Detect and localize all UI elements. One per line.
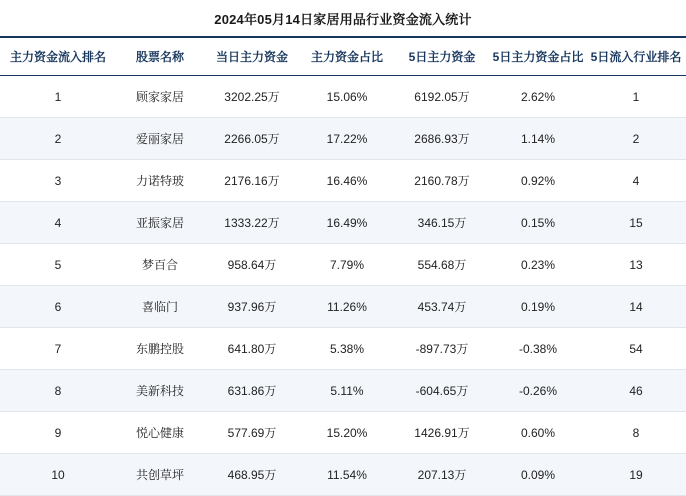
cell-day-ratio: 5.11%: [300, 370, 394, 412]
cell-five-day-ratio: -0.26%: [490, 370, 586, 412]
cell-rank: 10: [0, 454, 116, 496]
cell-stock-name: 美新科技: [116, 370, 204, 412]
cell-five-day-rank: 14: [586, 286, 686, 328]
cell-stock-name: 东鹏控股: [116, 328, 204, 370]
table-row: [0, 160, 686, 202]
cell-five-day-ratio: -0.38%: [490, 328, 586, 370]
cell-day-capital: 641.80万: [204, 328, 300, 370]
cell-rank: 3: [0, 160, 116, 202]
table-row: [0, 286, 686, 328]
table-row: [0, 370, 686, 412]
cell-five-day-capital: 453.74万: [394, 286, 490, 328]
cell-stock-name: 喜临门: [116, 286, 204, 328]
cell-five-day-rank: 54: [586, 328, 686, 370]
cell-rank: 8: [0, 370, 116, 412]
cell-day-ratio: 11.54%: [300, 454, 394, 496]
column-header-day-ratio: 主力资金占比: [300, 37, 394, 76]
cell-five-day-rank: 8: [586, 412, 686, 454]
table-body: [0, 76, 686, 496]
cell-stock-name: 共创草坪: [116, 454, 204, 496]
cell-five-day-ratio: 1.14%: [490, 118, 586, 160]
cell-day-ratio: 16.49%: [300, 202, 394, 244]
cell-day-capital: 1333.22万: [204, 202, 300, 244]
cell-five-day-rank: 19: [586, 454, 686, 496]
table-header-row: [0, 37, 686, 76]
cell-five-day-ratio: 0.92%: [490, 160, 586, 202]
cell-day-capital: 3202.25万: [204, 76, 300, 118]
cell-stock-name: 亚振家居: [116, 202, 204, 244]
cell-five-day-ratio: 0.23%: [490, 244, 586, 286]
cell-five-day-rank: 15: [586, 202, 686, 244]
cell-stock-name: 悦心健康: [116, 412, 204, 454]
cell-five-day-capital: 554.68万: [394, 244, 490, 286]
cell-five-day-rank: 2: [586, 118, 686, 160]
cell-five-day-rank: 1: [586, 76, 686, 118]
cell-day-ratio: 7.79%: [300, 244, 394, 286]
table-row: [0, 412, 686, 454]
cell-five-day-capital: -604.65万: [394, 370, 490, 412]
cell-five-day-ratio: 2.62%: [490, 76, 586, 118]
cell-five-day-capital: 6192.05万: [394, 76, 490, 118]
column-header-five-day-capital: 5日主力资金: [394, 37, 490, 76]
capital-inflow-table: [0, 36, 686, 496]
cell-five-day-capital: 207.13万: [394, 454, 490, 496]
cell-day-ratio: 11.26%: [300, 286, 394, 328]
column-header-day-capital: 当日主力资金: [204, 37, 300, 76]
cell-rank: 5: [0, 244, 116, 286]
cell-day-ratio: 15.06%: [300, 76, 394, 118]
cell-day-capital: 468.95万: [204, 454, 300, 496]
cell-day-ratio: 5.38%: [300, 328, 394, 370]
cell-rank: 4: [0, 202, 116, 244]
cell-five-day-capital: 1426.91万: [394, 412, 490, 454]
cell-five-day-capital: 2160.78万: [394, 160, 490, 202]
cell-five-day-rank: 4: [586, 160, 686, 202]
cell-day-capital: 577.69万: [204, 412, 300, 454]
cell-five-day-ratio: 0.60%: [490, 412, 586, 454]
column-header-five-day-ratio: 5日主力资金占比: [490, 37, 586, 76]
column-header-stock-name: 股票名称: [116, 37, 204, 76]
cell-day-capital: 2266.05万: [204, 118, 300, 160]
cell-rank: 9: [0, 412, 116, 454]
cell-day-ratio: 17.22%: [300, 118, 394, 160]
cell-day-capital: 937.96万: [204, 286, 300, 328]
page-title: 2024年05月14日家居用品行业资金流入统计: [214, 12, 472, 27]
cell-five-day-rank: 13: [586, 244, 686, 286]
cell-rank: 2: [0, 118, 116, 160]
cell-five-day-capital: -897.73万: [394, 328, 490, 370]
table-row: [0, 76, 686, 118]
table-row: [0, 118, 686, 160]
cell-stock-name: 爱丽家居: [116, 118, 204, 160]
cell-day-capital: 2176.16万: [204, 160, 300, 202]
cell-day-ratio: 16.46%: [300, 160, 394, 202]
table-header: [0, 37, 686, 76]
cell-stock-name: 力诺特玻: [116, 160, 204, 202]
cell-rank: 1: [0, 76, 116, 118]
cell-day-capital: 631.86万: [204, 370, 300, 412]
column-header-rank: 主力资金流入排名: [0, 37, 116, 76]
cell-rank: 6: [0, 286, 116, 328]
cell-stock-name: 顾家家居: [116, 76, 204, 118]
cell-five-day-ratio: 0.09%: [490, 454, 586, 496]
table-row: [0, 454, 686, 496]
cell-five-day-capital: 346.15万: [394, 202, 490, 244]
column-header-five-day-rank: 5日流入行业排名: [586, 37, 686, 76]
table-row: [0, 202, 686, 244]
cell-five-day-rank: 46: [586, 370, 686, 412]
cell-five-day-ratio: 0.15%: [490, 202, 586, 244]
cell-day-ratio: 15.20%: [300, 412, 394, 454]
cell-rank: 7: [0, 328, 116, 370]
table-row: [0, 244, 686, 286]
cell-five-day-ratio: 0.19%: [490, 286, 586, 328]
cell-stock-name: 梦百合: [116, 244, 204, 286]
cell-five-day-capital: 2686.93万: [394, 118, 490, 160]
cell-day-capital: 958.64万: [204, 244, 300, 286]
table-row: [0, 328, 686, 370]
